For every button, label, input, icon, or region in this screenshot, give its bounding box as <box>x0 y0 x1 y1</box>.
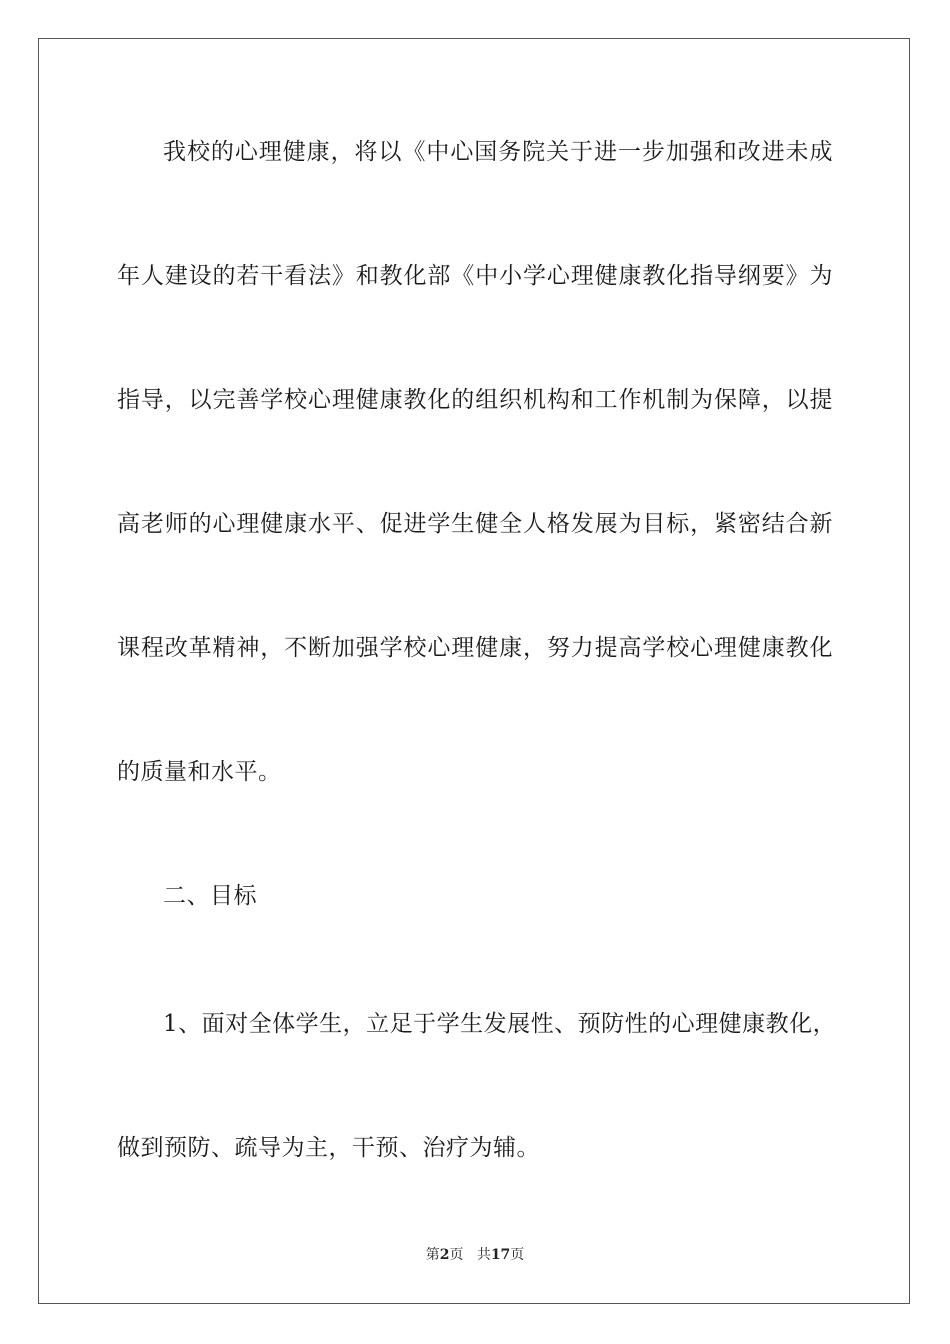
list-item-line-2: 做到预防、疏导为主，干预、治疗为辅。 <box>117 1135 540 1161</box>
paragraph-line-4: 高老师的心理健康水平、促进学生健全人格发展为目标，紧密结合新 <box>117 511 833 537</box>
paragraph-line-1: 我校的心理健康，将以《中心国务院关于进一步加强和改进未成 <box>163 139 833 165</box>
paragraph-line-3: 指导，以完善学校心理健康教化的组织机构和工作机制为保障，以提 <box>117 387 833 413</box>
footer-total-suffix: 页 <box>510 1247 525 1263</box>
footer-total-prefix: 共 <box>476 1247 491 1263</box>
paragraph-line-5: 课程改革精神，不断加强学校心理健康，努力提高学校心理健康教化 <box>117 635 833 661</box>
footer-page-number: 2 <box>439 1247 450 1263</box>
footer-page-suffix: 页 <box>449 1247 464 1263</box>
paragraph-line-2: 年人建设的若干看法》和教化部《中小学心理健康教化指导纲要》为 <box>117 263 833 289</box>
footer-page-prefix: 第 <box>425 1247 440 1263</box>
paragraph-line-6: 的质量和水平。 <box>117 759 282 785</box>
list-item-line-1: 1、面对全体学生，立足于学生发展性、预防性的心理健康教化， <box>163 1011 837 1037</box>
page-frame <box>38 38 910 1304</box>
footer-total-pages: 17 <box>490 1247 511 1263</box>
page-footer <box>0 1246 950 1264</box>
section-heading: 二、目标 <box>163 883 257 909</box>
